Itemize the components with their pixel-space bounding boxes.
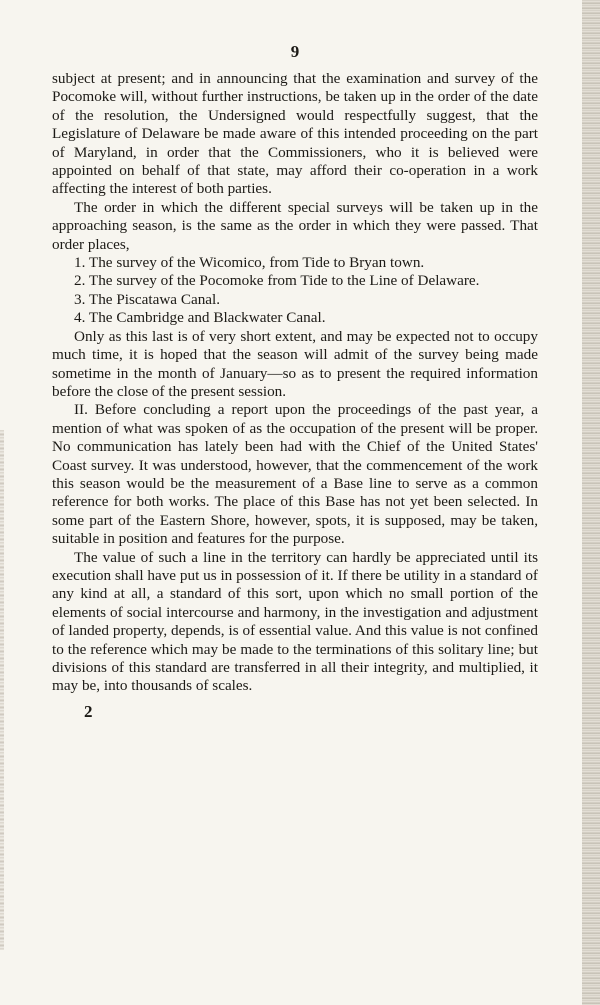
paragraph-base-line-value: The value of such a line in the territory can hardly be appreciated until its execution shall have put us in possession of it. If there be utility in a standard of any kind at all, a standard of this sort, upon which no small portion of the elements of social intercourse and harmony, in the investigation and adjustment of landed property, depends, is of essential value. And this value is not confined to the reference which may be made to the terminations of this solitary line; but divisions of this standard are transferred in all their integrity, and multiplied, it may be, into thousands of scales. — [52, 548, 538, 695]
scan-left-edge — [0, 430, 4, 950]
list-item-cambridge: 4. The Cambridge and Blackwater Canal. — [74, 309, 326, 327]
paragraph-survey-order: The order in which the different special surveys will be taken up in the approaching season, is the same as the order in which they were passed. That order places, — [52, 198, 538, 253]
paragraph-section-two: II. Before concluding a report upon the proceedings of the past year, a mention of what was spoken of as the occupation of the present will be proper. No communication has lately been had with the Chief of the United States' Coast survey. It was understood, however, that the commencement of the work this season would be the measurement of a Base line to serve as a common reference for both works. The place of this Base has not yet been selected. In some part of the Eastern Shore, however, spots, it is supposed, may be taken, suitable in position and features for the purpose. — [52, 401, 538, 548]
body-text — [52, 70, 538, 696]
list-item-wicomico: 1. The survey of the Wicomico, from Tide to Bryan town. — [74, 254, 425, 272]
list-item-piscatawa: 3. The Piscatawa Canal. — [74, 290, 221, 308]
paragraph-short-extent: Only as this last is of very short extent, and may be expected not to occupy much time, it is hoped that the season will admit of the survey being made sometime in the month of January—so as to present the required information before the close of the present session. — [52, 327, 538, 400]
scan-binding-edge — [582, 0, 600, 1005]
paragraph-continued: subject at present; and in announcing that the examination and survey of the Pocomoke will, without further instructions, be taken up in the order of the date of the resolution, the Undersigned would respectfully suggest, that the Legislature of Delaware be made aware of this intended proceeding on the part of Maryland, in order that the Commissioners, who it is believed were appointed on behalf of that state, may afford their co-operation in a work affecting the interest of both parties. — [52, 70, 538, 198]
signature-mark: 2 — [84, 701, 93, 721]
list-item-pocomoke: 2. The survey of the Pocomoke from Tide to the Line of Delaware. — [74, 272, 480, 290]
document-page — [52, 38, 538, 722]
page-number: 9 — [290, 42, 300, 61]
